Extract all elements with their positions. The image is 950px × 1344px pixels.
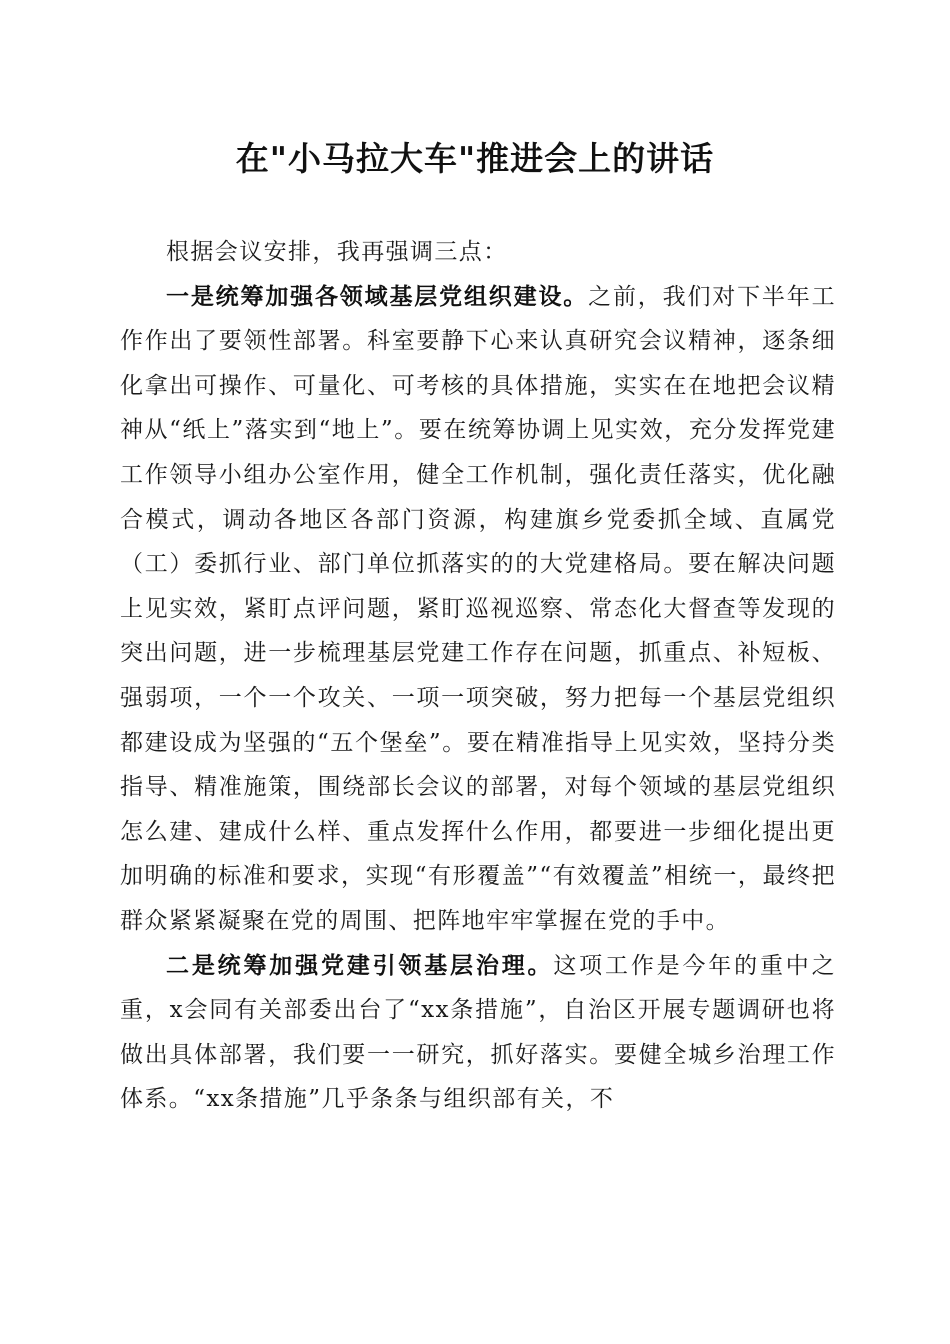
point-two-text: 这项工作是今年的重中之重，x会同有关部委出台了“xx条措施”，自治区开展专题调研也将做出具体部署，我们要一一研究，抓好落实。要健全城乡治理工作体系。“xx条措施”几乎条条与组织部有关，不: [120, 952, 836, 1113]
point-two-paragraph: [120, 944, 836, 1122]
point-one-paragraph: [120, 275, 836, 944]
intro-paragraph: 根据会议安排，我再强调三点：: [166, 239, 508, 265]
point-one-text: 之前，我们对下半年工作作出了要领性部署。科室要静下心来认真研究会议精神，逐条细化拿出可操作、可量化、可考核的具体措施，实实在在地把会议精神从“纸上”落实到“地上”。要在统筹协调上见实效，充分发挥党建工作领导小组办公室作用，健全工作机制，强化责任落实，优化融合模式，调动各地区各部门资源，构建旗乡党委抓全域、直属党（工）委抓行业、部门单位抓落实的的大党建格局。要在解决问题上见实效，紧盯点评问题，紧盯巡视巡察、常态化大督查等发现的突出问题，进一步梳理基层党建工作存在问题，抓重点、补短板、强弱项，一个一个攻关、一项一项突破，努力把每一个基层党组织都建设成为坚强的“五个堡垒”。要在精准指导上见实效，坚持分类指导、精准施策，围绕部长会议的部署，对每个领域的基层党组织怎么建、建成什么样、重点发挥什么作用，都要进一步细化提出更加明确的标准和要求，实现“有形覆盖”“有效覆盖”相统一，最终把群众紧紧凝聚在党的周围、把阵地牢牢掌握在党的手中。: [120, 283, 836, 934]
document-body: [120, 230, 836, 1122]
point-two-heading: 二是统筹加强党建引领基层治理。: [166, 951, 554, 979]
document-title: 在"小马拉大车"推进会上的讲话: [235, 139, 715, 178]
point-one-heading: 一是统筹加强各领域基层党组织建设。: [166, 282, 589, 310]
